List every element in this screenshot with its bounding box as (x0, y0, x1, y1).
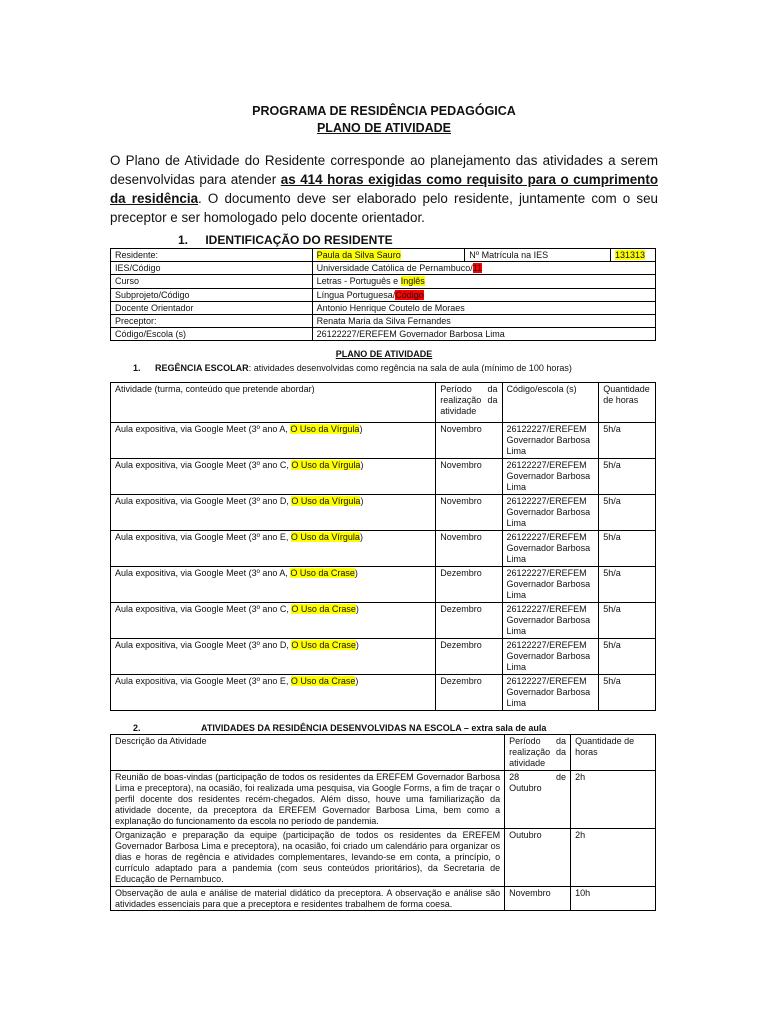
residente-value-cell (312, 249, 465, 262)
atividade-topic: O Uso da Vírgula (290, 424, 360, 434)
table-row (111, 459, 656, 495)
codigo-cell: 26122227/EREFEM Governador Barbosa Lima (502, 639, 599, 675)
identification-table (110, 248, 656, 341)
horas-cell: 2h (571, 770, 656, 828)
atividade-suffix: ) (360, 460, 364, 470)
matricula-value: 131313 (614, 250, 646, 260)
atividade-topic: O Uso da Crase (291, 640, 356, 650)
atividade-topic: O Uso da Crase (290, 676, 356, 686)
section-title: IDENTIFICAÇÃO DO RESIDENTE (205, 233, 393, 247)
atividade-prefix: Aula expositiva, via Google Meet (3º ano D, (115, 640, 292, 650)
intro-underlined: as 414 horas exigidas como requisito para o cumprimento da residência (110, 172, 658, 206)
table-row (111, 315, 656, 328)
periodo-cell: Novembro (505, 886, 571, 910)
atividade-cell (111, 423, 436, 459)
header-quantidade: Quantidade de horas (571, 735, 656, 771)
curso-label: Curso (111, 275, 313, 288)
atividade-cell (111, 531, 436, 567)
atividade-cell (111, 459, 436, 495)
curso-value: Letras - Português e (316, 276, 401, 287)
ies-value: Universidade Católica de Pernambuco/ (316, 263, 473, 274)
horas-cell: 5h/a (599, 531, 656, 567)
horas-cell: 5h/a (599, 459, 656, 495)
horas-cell: 5h/a (599, 423, 656, 459)
section-title: ATIVIDADES DA RESIDÊNCIA DESENVOLVIDAS NA ESCOLA – extra sala de aula (201, 723, 547, 733)
section-regencia-heading (133, 363, 572, 373)
codigo-cell: 26122227/EREFEM Governador Barbosa Lima (502, 495, 599, 531)
periodo-cell: Dezembro (436, 639, 502, 675)
horas-cell: 5h/a (599, 567, 656, 603)
table-row (111, 567, 656, 603)
atividade-topic: O Uso da Crase (291, 604, 356, 614)
table-row (111, 495, 656, 531)
section-number: 1. (133, 363, 141, 373)
atividade-topic: O Uso da Vírgula (291, 496, 361, 506)
table-row (111, 301, 656, 314)
table-row (111, 639, 656, 675)
horas-cell: 5h/a (599, 675, 656, 711)
atividade-topic: O Uso da Vírgula (291, 460, 361, 470)
atividade-prefix: Aula expositiva, via Google Meet (3º ano E, (115, 676, 291, 686)
periodo-cell: Novembro (436, 531, 502, 567)
section-identificacao-heading (178, 233, 393, 247)
header-periodo: Período da realização da atividade (436, 383, 502, 423)
table-row (111, 886, 656, 910)
table-row (111, 328, 656, 341)
table-header-row (111, 735, 656, 771)
table-row (111, 675, 656, 711)
section-number: 1. (178, 233, 189, 247)
atividade-topic: O Uso da Crase (290, 568, 355, 578)
atividades-rows (111, 770, 656, 910)
ies-value-cell (312, 262, 655, 275)
table-row (111, 770, 656, 828)
codigo-cell: 26122227/EREFEM Governador Barbosa Lima (502, 423, 599, 459)
periodo-cell: Novembro (436, 459, 502, 495)
curso-highlight: Inglês (400, 276, 425, 287)
atividades-table (110, 734, 656, 911)
atividade-prefix: Aula expositiva, via Google Meet (3º ano E, (115, 532, 291, 542)
horas-cell: 5h/a (599, 495, 656, 531)
atividade-cell (111, 495, 436, 531)
horas-cell: 5h/a (599, 639, 656, 675)
descricao-cell: Reunião de boas-vindas (participação de todos os residentes da EREFEM Governador Barbosa Lima e preceptora), na ocasião, foi realizada uma pesquisa, via Google Forms, a fim de traçar o perfil docente dos residentes recém-chegados. Além disso, houve uma familiarização da atividade docente, da preceptora da EREFEM Governador Barbosa Lima, bem como a explanação do funcionamento da escola no período de pandemia. (111, 770, 505, 828)
periodo-cell: Dezembro (436, 567, 502, 603)
preceptor-value: Renata Maria da Silva Fernandes (312, 315, 655, 328)
atividade-suffix: ) (359, 424, 363, 434)
header-periodo: Período da realização da atividade (505, 735, 571, 771)
horas-cell: 2h (571, 828, 656, 886)
ies-label: IES/Código (111, 262, 313, 275)
table-row (111, 249, 656, 262)
periodo-cell: Novembro (436, 423, 502, 459)
atividade-prefix: Aula expositiva, via Google Meet (3º ano C, (115, 604, 292, 614)
codigo-escola-value: 26122227/EREFEM Governador Barbosa Lima (312, 328, 655, 341)
periodo-cell: Novembro (436, 495, 502, 531)
table-row (111, 288, 656, 301)
header-codigo: Código/escola (s) (502, 383, 599, 423)
table-row (111, 423, 656, 459)
descricao-cell: Organização e preparação da equipe (participação de todos os residentes da EREFEM Governador Barbosa Lima e preceptora), na ocasião, foi criado um calendário para organizar os dias e horas de regência e atividades complementares, levando-se em conta, a princípio, o currículo adaptado para a pandemia (com seus conteúdos prioritários), da Secretaria de Educação de Pernambuco. (111, 828, 505, 886)
ies-code: 11 (472, 263, 483, 274)
docente-label: Docente Orientador (111, 301, 313, 314)
atividade-topic: O Uso da Vírgula (290, 532, 360, 542)
preceptor-label: Preceptor: (111, 315, 313, 328)
codigo-cell: 26122227/EREFEM Governador Barbosa Lima (502, 603, 599, 639)
matricula-value-cell (610, 249, 655, 262)
plano-heading: PLANO DE ATIVIDADE (335, 349, 433, 359)
codigo-cell: 26122227/EREFEM Governador Barbosa Lima (502, 459, 599, 495)
residente-value: Paula da Silva Sauro (316, 250, 401, 260)
atividade-prefix: Aula expositiva, via Google Meet (3º ano C, (115, 460, 292, 470)
atividade-suffix: ) (355, 640, 359, 650)
subprojeto-value-cell (312, 288, 655, 301)
section-number: 2. (133, 723, 141, 733)
subprojeto-value: Língua Portuguesa/ (316, 289, 396, 300)
atividade-cell (111, 567, 436, 603)
atividade-cell (111, 639, 436, 675)
header-atividade: Atividade (turma, conteúdo que pretende abordar) (111, 383, 436, 423)
codigo-cell: 26122227/EREFEM Governador Barbosa Lima (502, 675, 599, 711)
table-row (111, 275, 656, 288)
regencia-table (110, 382, 656, 711)
matricula-label: Nº Matrícula na IES (465, 249, 611, 262)
table-header-row (111, 383, 656, 423)
intro-part1: O Plano de Atividade do Residente corresponde ao planejamento das atividades a serem desenvolvidas para atender (110, 153, 658, 187)
descricao-cell: Observação de aula e análise de material didático da preceptora. A observação e análise são atividades essenciais para que a preceptora e residentes trabalhem de forma coesa. (111, 886, 505, 910)
codigo-cell: 26122227/EREFEM Governador Barbosa Lima (502, 567, 599, 603)
docente-value: Antonio Henrique Coutelo de Moraes (312, 301, 655, 314)
table-row (111, 531, 656, 567)
regencia-rows (111, 423, 656, 711)
subprojeto-label: Subprojeto/Código (111, 288, 313, 301)
codigo-escola-label: Código/Escola (s) (111, 328, 313, 341)
section-title: REGÊNCIA ESCOLAR (155, 363, 249, 373)
table-row (111, 603, 656, 639)
curso-value-cell (312, 275, 655, 288)
horas-cell: 5h/a (599, 603, 656, 639)
residente-label: Residente: (111, 249, 313, 262)
atividade-suffix: ) (354, 568, 358, 578)
document-title: PROGRAMA DE RESIDÊNCIA PEDAGÓGICA (252, 104, 516, 118)
atividade-prefix: Aula expositiva, via Google Meet (3º ano A, (115, 424, 291, 434)
section-atividades-heading (133, 723, 546, 733)
atividade-suffix: ) (355, 604, 359, 614)
periodo-cell: Outubro (505, 828, 571, 886)
periodo-cell: 28 de Outubro (505, 770, 571, 828)
atividade-prefix: Aula expositiva, via Google Meet (3º ano D, (115, 496, 292, 506)
atividade-suffix: ) (360, 496, 364, 506)
intro-paragraph (110, 151, 658, 227)
periodo-cell: Dezembro (436, 675, 502, 711)
table-row (111, 828, 656, 886)
codigo-cell: 26122227/EREFEM Governador Barbosa Lima (502, 531, 599, 567)
atividade-prefix: Aula expositiva, via Google Meet (3º ano A, (115, 568, 291, 578)
subprojeto-highlight: Código (395, 289, 424, 300)
periodo-cell: Dezembro (436, 603, 502, 639)
atividade-cell (111, 675, 436, 711)
horas-cell: 10h (571, 886, 656, 910)
header-descricao: Descrição da Atividade (111, 735, 505, 771)
header-quantidade: Quantidade de horas (599, 383, 656, 423)
atividade-suffix: ) (359, 532, 363, 542)
table-row (111, 262, 656, 275)
atividade-cell (111, 603, 436, 639)
document-subtitle: PLANO DE ATIVIDADE (316, 121, 452, 135)
section-description: : atividades desenvolvidas como regência na sala de aula (mínimo de 100 horas) (248, 363, 572, 373)
atividade-suffix: ) (355, 676, 359, 686)
intro-part2: . O documento deve ser elaborado pelo residente, juntamente com o seu preceptor e ser homologado pelo docente orientador. (110, 191, 658, 225)
